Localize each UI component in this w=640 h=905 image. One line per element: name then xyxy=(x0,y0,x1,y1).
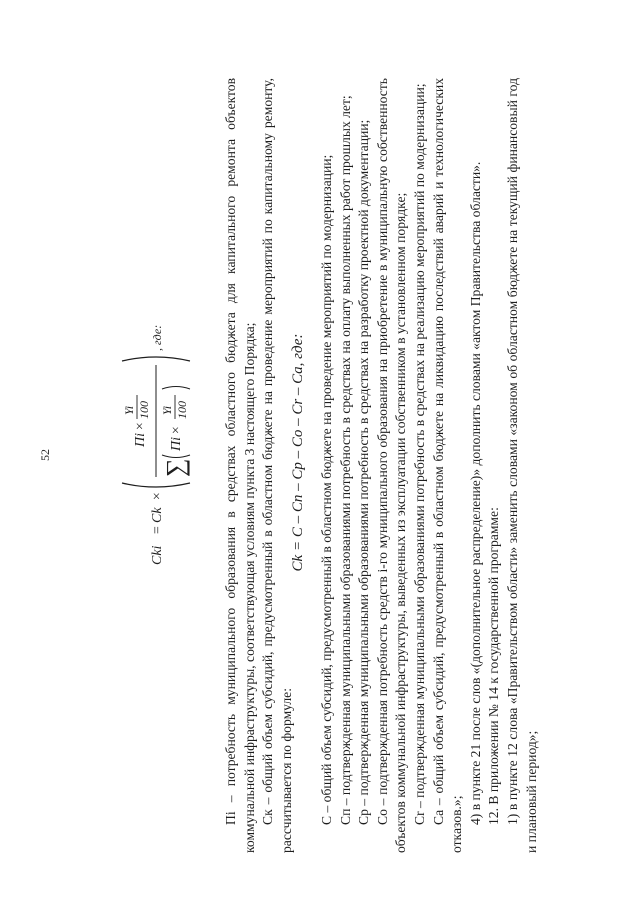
formula-cki xyxy=(116,245,196,565)
text-block-upper xyxy=(222,78,296,853)
formula-ck: Ck xyxy=(150,507,165,523)
paragraph-ca: Са – общий объем субсидий, предусмотренный в областном бюджете на ликвидацию последствий аварий и технологических отказов.»; xyxy=(430,78,465,853)
paragraph-item-12: 12. В приложении № 14 к государственной программе: xyxy=(486,507,502,825)
num-times: × xyxy=(133,421,148,431)
den-pi: Пi xyxy=(169,437,184,451)
paragraph-c: С – общий объем субсидий, предусмотренный в областном бюджете на проведение мероприятий по модернизации; xyxy=(319,154,334,825)
formula-times: × xyxy=(150,491,165,501)
formula-tail: , где: xyxy=(150,324,164,351)
page-number: 52 xyxy=(38,449,52,461)
den-times: × xyxy=(169,425,184,435)
num-100: 100 xyxy=(137,401,151,419)
paragraph-cr-design: Ср – подтвержденная муниципальными образованиями потребность в средствах на разработку проектной документации; xyxy=(356,119,372,825)
formula-eq: = xyxy=(150,525,165,535)
den-100: 100 xyxy=(175,401,189,419)
paragraph-cr-modernization: Сr – подтвержденная муниципальными образованиями потребность в средствах на реализацию мероприятий по модернизации; xyxy=(411,83,427,825)
den-yi: Yi xyxy=(160,405,174,415)
paragraph-ck-definition: Ск – общий объем субсидий, предусмотренный в областном бюджете на проведение мероприятий по капитальному ремонту, рассчитывается по формуле: xyxy=(260,78,294,853)
formula-lhs: Cki xyxy=(150,545,165,565)
num-yi: Yi xyxy=(122,405,136,415)
paragraph-item-4: 4) в пункте 21 после слов «(дополнительное распределение)» дополнить словами «актом Правительства области». xyxy=(467,161,483,825)
sigma-icon: ∑ xyxy=(161,458,190,477)
text-block-lower xyxy=(318,78,541,853)
formula-ck: Ck = C – Cп – Cp – Co – Cr – Ca, где: xyxy=(290,333,306,572)
paragraph-co: Со – подтвержденная потребность средств i-го муниципального образования на приобретение в муниципальную собственность объектов коммунальной инфраструктуры, выведенных из эксплуатации собственником в установленном порядке; xyxy=(374,78,409,853)
paragraph-pi-definition: Пi – потребность муниципального образования в средствах областного бюджета для капитального ремонта объектов коммунальной инфраструктуры, соответствующая условиям пункта 3 настоящего Порядка; xyxy=(223,78,257,853)
num-pi: Пi xyxy=(133,433,148,447)
paragraph-cp: Сп – подтвержденная муниципальными образованиями потребность в средствах на оплату выполненных работ прошлых лет; xyxy=(337,95,353,825)
paragraph-item-12-1: 1) в пункте 12 слова «Правительством области» заменить словами «законом об областном бюджете на текущий финансовый год и плановый период»; xyxy=(504,78,539,853)
